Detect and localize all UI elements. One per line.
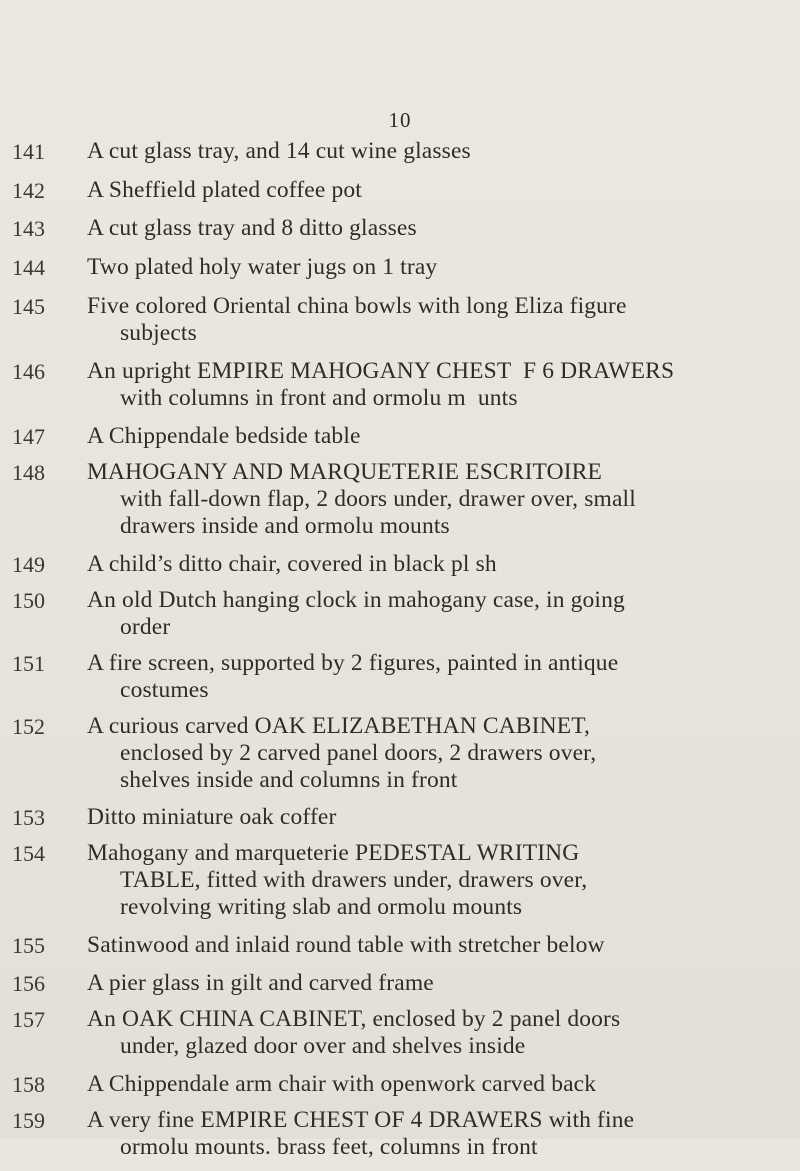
lot-number: 151 xyxy=(12,651,45,676)
lot-number: 147 xyxy=(12,424,45,449)
description-line: Two plated holy water jugs on 1 tray xyxy=(87,254,438,280)
lot-number: 156 xyxy=(12,971,45,996)
lot-entry xyxy=(0,1107,800,1161)
description-line: MAHOGANY AND MARQUETERIE ESCRITOIRE xyxy=(87,459,603,485)
lot-description xyxy=(87,254,767,281)
lot-description xyxy=(87,138,767,165)
description-line: A pier glass in gilt and carved frame xyxy=(87,970,434,996)
lot-entry xyxy=(0,215,800,242)
lot-number: 152 xyxy=(12,714,45,739)
description-line: costumes xyxy=(120,677,209,703)
lot-entry xyxy=(0,1071,800,1098)
description-line: revolving writing slab and ormolu mounts xyxy=(120,894,523,920)
lot-list xyxy=(0,138,800,1171)
description-line: A very fine EMPIRE CHEST OF 4 DRAWERS with fine xyxy=(87,1107,635,1133)
description-line: ormolu mounts. brass feet, columns in front xyxy=(120,1134,538,1160)
lot-number: 148 xyxy=(12,460,45,485)
lot-entry xyxy=(0,293,800,347)
lot-entry xyxy=(0,551,800,578)
description-line: A cut glass tray, and 14 cut wine glasses xyxy=(87,138,471,164)
description-line: drawers inside and ormolu mounts xyxy=(120,513,450,539)
lot-number: 144 xyxy=(12,255,45,280)
page-number: 10 xyxy=(388,108,412,132)
description-line: order xyxy=(120,614,171,640)
lot-entry xyxy=(0,932,800,959)
lot-number: 159 xyxy=(12,1108,45,1133)
lot-entry xyxy=(0,650,800,704)
lot-number: 146 xyxy=(12,359,45,384)
lot-number: 157 xyxy=(12,1007,45,1032)
lot-description xyxy=(87,358,767,412)
lot-number: 155 xyxy=(12,933,45,958)
lot-entry xyxy=(0,1006,800,1060)
description-line: A fire screen, supported by 2 figures, painted in antique xyxy=(87,650,619,676)
description-line: TABLE, fitted with drawers under, drawers over, xyxy=(120,867,588,893)
lot-description xyxy=(87,970,767,997)
description-line: An old Dutch hanging clock in mahogany case, in going xyxy=(87,587,625,613)
description-line: Satinwood and inlaid round table with stretcher below xyxy=(87,932,605,958)
description-line: enclosed by 2 carved panel doors, 2 drawers over, xyxy=(120,740,597,766)
description-line: subjects xyxy=(120,320,197,346)
lot-description xyxy=(87,840,767,921)
description-line: A Sheffield plated coffee pot xyxy=(87,177,362,203)
lot-number: 153 xyxy=(12,805,45,830)
lot-entry xyxy=(0,587,800,641)
lot-description xyxy=(87,459,767,540)
lot-number: 149 xyxy=(12,552,45,577)
lot-description xyxy=(87,293,767,347)
description-line: with columns in front and ormolu m unts xyxy=(120,385,518,411)
description-line: A cut glass tray and 8 ditto glasses xyxy=(87,215,417,241)
description-line: An OAK CHINA CABINET, enclosed by 2 panel doors xyxy=(87,1006,621,1032)
description-line: Ditto miniature oak coffer xyxy=(87,804,337,830)
lot-entry xyxy=(0,713,800,794)
lot-number: 141 xyxy=(12,139,45,164)
lot-description xyxy=(87,551,767,578)
lot-entry xyxy=(0,459,800,540)
lot-description xyxy=(87,1071,767,1098)
lot-entry xyxy=(0,804,800,831)
description-line: under, glazed door over and shelves inside xyxy=(120,1033,526,1059)
lot-entry xyxy=(0,358,800,412)
lot-number: 142 xyxy=(12,178,45,203)
lot-entry xyxy=(0,423,800,450)
description-line: A Chippendale bedside table xyxy=(87,423,361,449)
description-line: with fall-down flap, 2 doors under, drawer over, small xyxy=(120,486,636,512)
lot-entry xyxy=(0,177,800,204)
lot-description xyxy=(87,215,767,242)
lot-number: 158 xyxy=(12,1072,45,1097)
lot-description xyxy=(87,804,767,831)
lot-description xyxy=(87,650,767,704)
description-line: shelves inside and columns in front xyxy=(120,767,458,793)
lot-description xyxy=(87,1107,767,1161)
lot-description xyxy=(87,177,767,204)
description-line: Mahogany and marqueterie PEDESTAL WRITING xyxy=(87,840,580,866)
description-line: Five colored Oriental china bowls with long Eliza figure xyxy=(87,293,627,319)
lot-entry xyxy=(0,840,800,921)
lot-description xyxy=(87,932,767,959)
lot-number: 150 xyxy=(12,588,45,613)
description-line: A child’s ditto chair, covered in black pl sh xyxy=(87,551,497,577)
lot-number: 145 xyxy=(12,294,45,319)
description-line: A curious carved OAK ELIZABETHAN CABINET, xyxy=(87,713,591,739)
description-line: A Chippendale arm chair with openwork carved back xyxy=(87,1071,597,1097)
lot-number: 143 xyxy=(12,216,45,241)
lot-description xyxy=(87,1006,767,1060)
lot-description xyxy=(87,423,767,450)
lot-entry xyxy=(0,254,800,281)
lot-entry xyxy=(0,138,800,165)
lot-description xyxy=(87,713,767,794)
description-line: An upright EMPIRE MAHOGANY CHEST F 6 DRAWERS xyxy=(87,358,675,384)
lot-description xyxy=(87,587,767,641)
lot-number: 154 xyxy=(12,841,45,866)
lot-entry xyxy=(0,970,800,997)
